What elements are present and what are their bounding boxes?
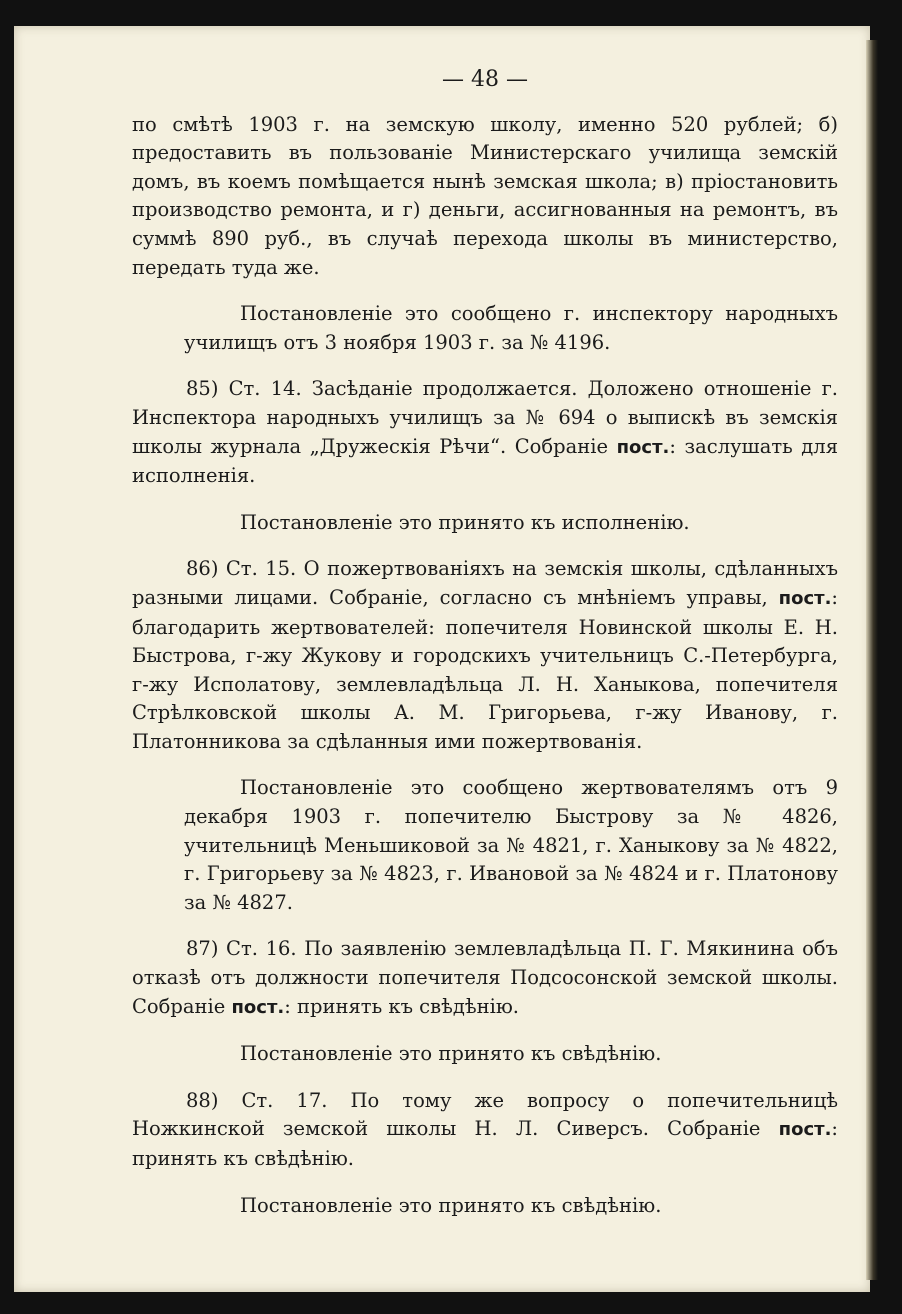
article-paragraph-85 bbox=[132, 375, 838, 490]
page-text bbox=[132, 66, 838, 1220]
resolution-keyword: пост. bbox=[231, 996, 285, 1018]
resolution-paragraph: Постановленіе это сообщено г. инспектору народныхъ училищъ отъ 3 ноября 1903 г. за № 4196. bbox=[184, 302, 838, 354]
paragraph-text: 86) Ст. 15. О пожертвованіяхъ на земскія школы, сдѣланныхъ разными лицами. Собраніе, согласно съ мнѣніемъ управы, bbox=[132, 557, 838, 609]
page-number: — 48 — bbox=[442, 67, 528, 92]
resolution-paragraph: Постановленіе это сообщено жертвователямъ отъ 9 декабря 1903 г. попечителю Быстрову за № 4826, учительницѣ Меньшиковой за № 4821, г. Ханыкову за № 4822, г. Григорьеву за № 4823, г. Ивановой за № 4824 и г. Платонову за № 4827. bbox=[184, 776, 838, 914]
paragraph-text: 87) Ст. 16. По заявленію землевладѣльца П. Г. Мякинина объ отказѣ отъ должности попечителя Подсосонской земской школы. Собраніе bbox=[132, 937, 838, 1018]
article-paragraph-87 bbox=[132, 935, 838, 1022]
paragraph-text: : принять къ свѣдѣнію. bbox=[132, 1117, 838, 1170]
paragraph-text: 88) Ст. 17. По тому же вопросу о попечительницѣ Ножкинской земской школы Н. Л. Сиверсъ. Собраніе bbox=[132, 1088, 838, 1141]
article-paragraph-88 bbox=[132, 1087, 838, 1174]
resolution-paragraph: Постановленіе это принято къ исполненію. bbox=[240, 510, 690, 534]
book-page bbox=[14, 26, 870, 1292]
resolution-paragraph: Постановленіе это принято къ свѣдѣнію. bbox=[240, 1042, 662, 1066]
paragraph-text: : заслушать для исполненія. bbox=[132, 434, 838, 488]
resolution-paragraph: Постановленіе это принято къ свѣдѣнію. bbox=[240, 1193, 662, 1217]
paragraph-text: : принять къ свѣдѣнію. bbox=[284, 994, 520, 1018]
paragraph-continuation: по смѣтѣ 1903 г. на земскую школу, именно 520 рублей; б) предоставить въ пользованіе Министерскаго училища земскій домъ, въ коемъ помѣщается нынѣ земская школа; в) пріостановить производство ремонта, и г) деньги, ассигнованныя на ремонтъ, въ суммѣ 890 руб., въ случаѣ перехода школы въ министерство, передать туда же. bbox=[132, 112, 838, 279]
book-spine-shadow bbox=[866, 40, 878, 1280]
resolution-keyword: пост. bbox=[778, 587, 832, 609]
article-paragraph-86 bbox=[132, 555, 838, 756]
resolution-keyword: пост. bbox=[778, 1119, 832, 1141]
resolution-keyword: пост. bbox=[616, 436, 670, 458]
paragraph-text: : благодарить жертвователей: попечителя Новинской школы Е. Н. Быстрова, г-жу Жукову и городскихъ учительницъ С.-Петербурга, г-жу Исполатову, землевладѣльца Л. Н. Ханыкова, попечителя Стрѣлковской школы А. М. Григорьева, г-жу Иванову, г. Платонникова за сдѣланныя ими пожертвованія. bbox=[132, 585, 838, 753]
paragraph-text: 85) Ст. 14. Засѣданіе продолжается. Доложено отношеніе г. Инспектора народныхъ училищъ за № 694 о выпискѣ въ земскія школы журнала „Дружескія Рѣчи“. Собраніе bbox=[132, 377, 838, 458]
